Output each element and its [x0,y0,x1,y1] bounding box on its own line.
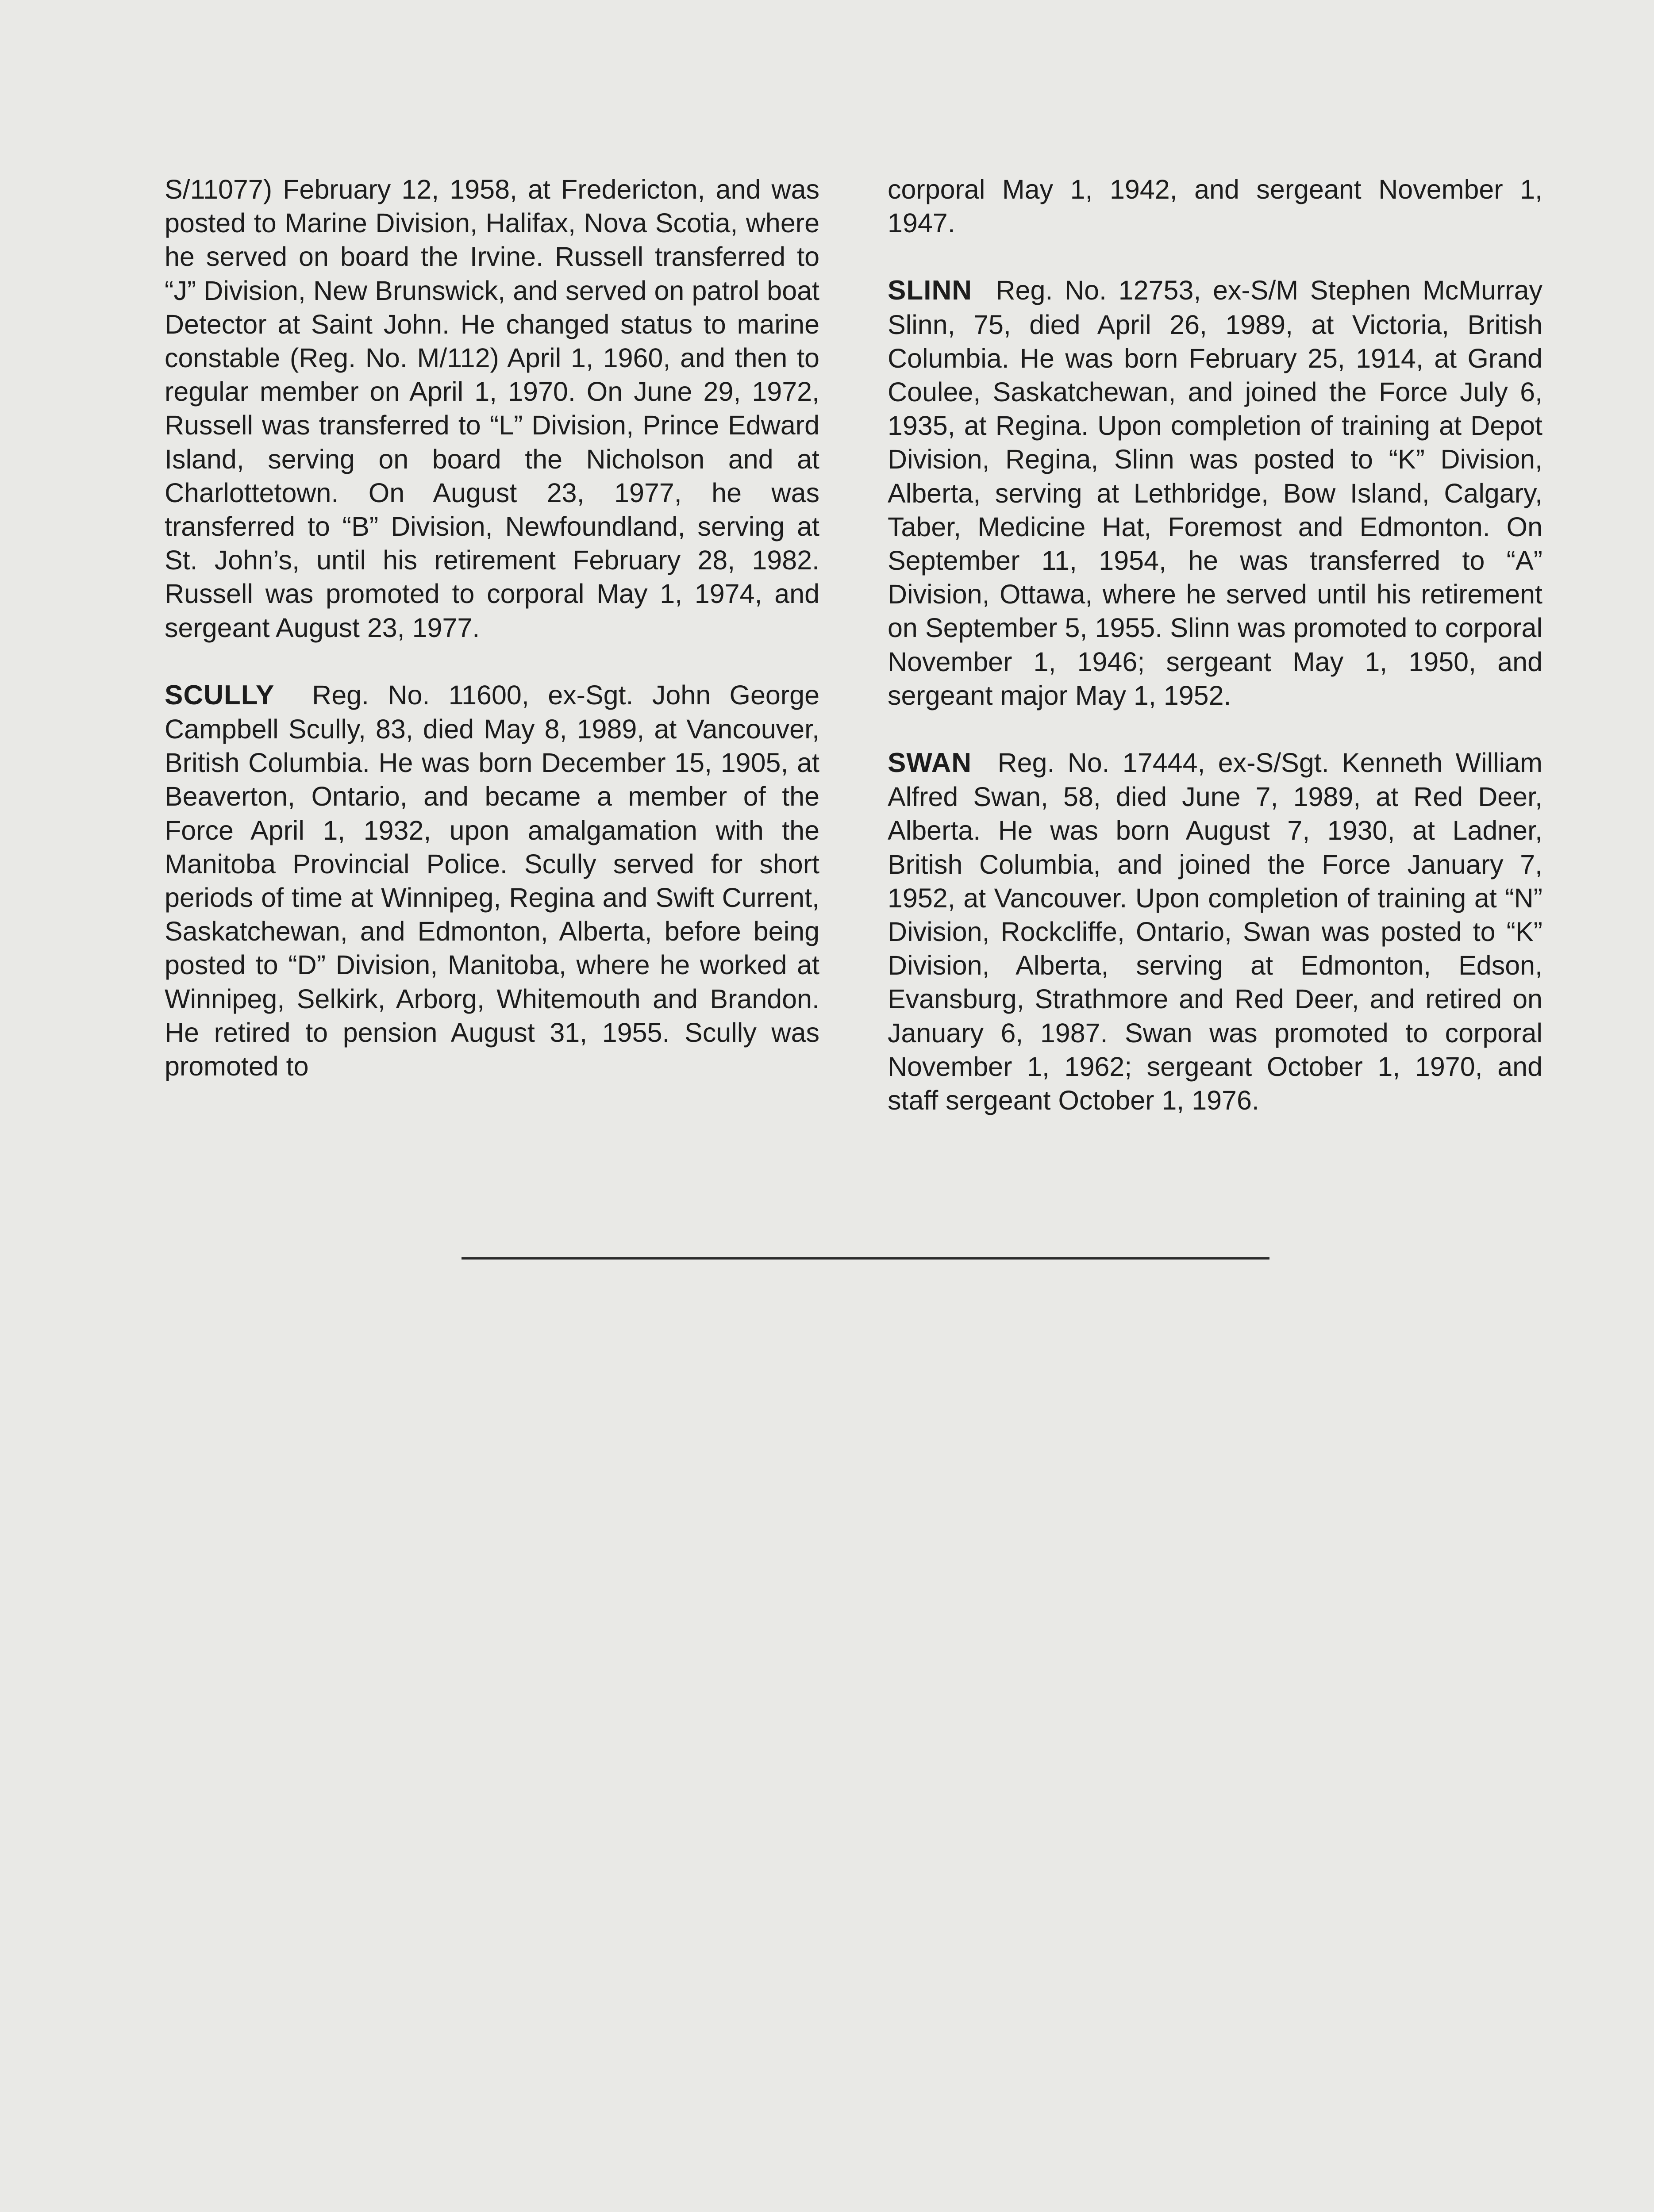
scully-name: SCULLY [165,680,275,710]
left-column [165,173,819,1083]
swan-entry [888,746,1542,1117]
swan-text: Reg. No. 17444, ex-S/Sgt. Kenneth William Alfred Swan, 58, died June 7, 1989, at Red Deer, Alberta. He was born August 7, 1930, at Ladner, British Columbia, and joined the Force January 7, 1952, at Vancouver. Upon completion of training at “N” Division, Rockcliffe, Ontario, Swan was posted to “K” Division, Alberta, serving at Edmonton, Edson, Evansburg, Strathmore and Red Deer, and retired on January 6, 1987. Swan was promoted to corporal November 1, 1962; sergeant October 1, 1970, and staff sergeant October 1, 1976. [888,748,1542,1116]
slinn-entry [888,273,1542,712]
swan-name: SWAN [888,748,972,779]
slinn-text: Reg. No. 12753, ex-S/M Stephen McMurray Slinn, 75, died April 26, 1989, at Victoria, British Columbia. He was born February 25, 1914, at Grand Coulee, Saskatchewan, and joined the Force July 6, 1935, at Regina. Upon completion of training at Depot Division, Regina, Slinn was posted to “K” Division, Alberta, serving at Lethbridge, Bow Island, Calgary, Taber, Medicine Hat, Foremost and Edmonton. On September 11, 1954, he was transferred to “A” Division, Ottawa, where he served until his retirement on September 5, 1955. Slinn was promoted to corporal November 1, 1946; sergeant May 1, 1950, and sergeant major May 1, 1952. [888,275,1543,710]
scully-entry [165,678,819,1083]
slinn-name: SLINN [888,275,972,306]
scully-entry-continuation: corporal May 1, 1942, and sergeant November 1, 1947. [888,174,1542,238]
section-divider [462,1257,1269,1260]
right-column [888,173,1542,1117]
russell-entry-continuation: S/11077) February 12, 1958, at Fredericton, and was posted to Marine Division, Halifax, Nova Scotia, where he served on board the Irvine. Russell transferred to “J” Division, New Brunswick, and served on patrol boat Detector at Saint John. He changed status to marine constable (Reg. No. M/112) April 1, 1960, and then to regular member on April 1, 1970. On June 29, 1972, Russell was transferred to “L” Division, Prince Edward Island, serving on board the Nicholson and at Charlottetown. On August 23, 1977, he was transferred to “B” Division, Newfoundland, serving at St. John’s, until his retirement February 28, 1982. Russell was promoted to corporal May 1, 1974, and sergeant August 23, 1977. [165,174,819,643]
scully-text: Reg. No. 11600, ex-Sgt. John George Campbell Scully, 83, died May 8, 1989, at Vancouver, British Columbia. He was born December 15, 1905, at Beaverton, Ontario, and became a member of the Force April 1, 1932, upon amalgamation with the Manitoba Provincial Police. Scully served for short periods of time at Winnipeg, Regina and Swift Current, Saskatchewan, and Edmonton, Alberta, before being posted to “D” Division, Manitoba, where he worked at Winnipeg, Selkirk, Arborg, Whitemouth and Brandon. He retired to pension August 31, 1955. Scully was promoted to [165,680,819,1082]
